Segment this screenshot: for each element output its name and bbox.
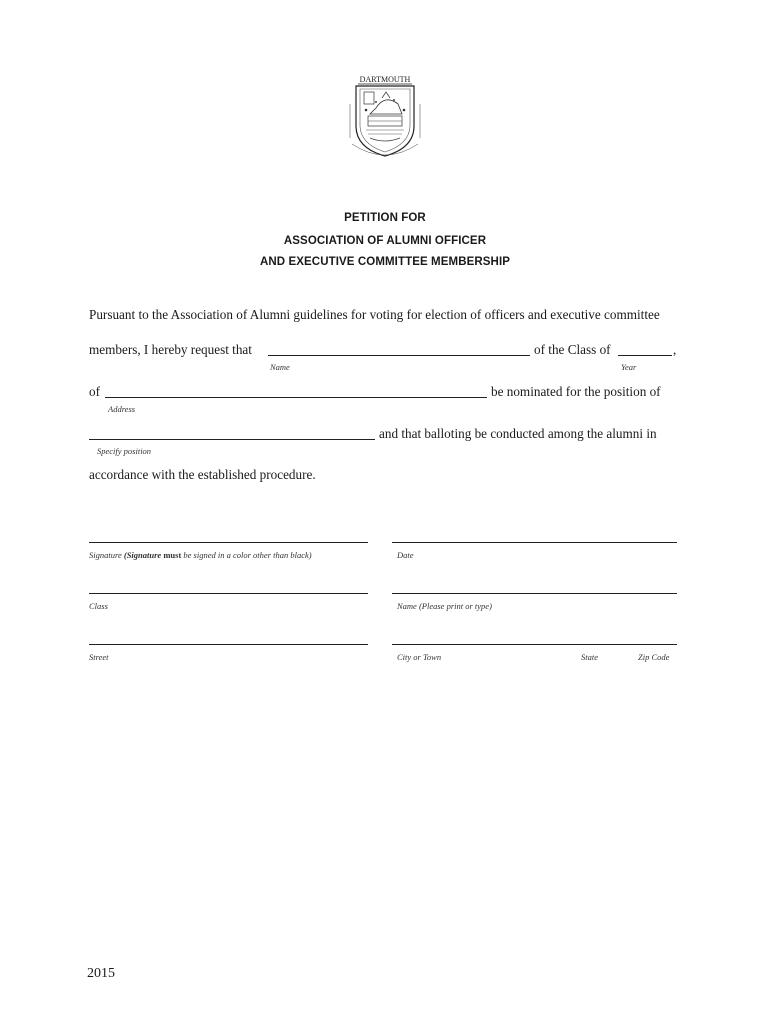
signature-note-rest: be signed in a color other than black): [183, 550, 312, 560]
zip-caption: Zip Code: [638, 652, 670, 662]
petition-text-line-3-start: of: [89, 384, 100, 399]
signature-caption: [89, 550, 312, 560]
petition-text-line-1: Pursuant to the Association of Alumni guidelines for voting for election of officers and executive committee: [89, 307, 660, 322]
class-caption: Class: [89, 601, 108, 611]
address-caption: Address: [108, 404, 136, 414]
class-year-field[interactable]: [618, 355, 672, 356]
street-field[interactable]: [89, 644, 368, 645]
street-caption: Street: [89, 652, 109, 662]
petition-text-line-2-mid: of the Class of: [534, 342, 611, 357]
signature-field[interactable]: [89, 542, 368, 543]
petition-text-line-3-end: be nominated for the position of: [491, 384, 661, 399]
seal-graphic: [346, 74, 424, 158]
year-caption: Year: [621, 362, 637, 372]
college-seal: [346, 74, 424, 158]
svg-text:DARTMOUTH: DARTMOUTH: [359, 75, 411, 84]
date-caption: Date: [397, 550, 414, 560]
petition-text-line-5: accordance with the established procedure.: [89, 467, 316, 482]
address-field[interactable]: [105, 397, 487, 398]
date-field[interactable]: [392, 542, 677, 543]
petition-text-comma: ,: [673, 342, 677, 357]
printed-name-caption: Name (Please print or type): [397, 601, 492, 611]
city-state-zip-field[interactable]: [392, 644, 677, 645]
class-field[interactable]: [89, 593, 368, 594]
state-caption: State: [581, 652, 598, 662]
city-caption: City or Town: [397, 652, 442, 662]
printed-name-field[interactable]: [392, 593, 677, 594]
position-caption: Specify position: [97, 446, 152, 456]
title-line-2: ASSOCIATION OF ALUMNI OFFICER: [283, 235, 487, 247]
title-line-1: PETITION FOR: [344, 212, 426, 224]
signature-note-open: (Signature: [123, 550, 162, 560]
petition-text-line-2-start: members, I hereby request that: [89, 342, 252, 357]
title-line-3: AND EXECUTIVE COMMITTEE MEMBERSHIP: [259, 256, 511, 268]
petition-text-line-4-end: and that balloting be conducted among the alumni in: [379, 426, 657, 441]
document-year: 2015: [87, 966, 115, 981]
signature-label: Signature: [89, 550, 122, 560]
name-caption: Name: [270, 362, 290, 372]
candidate-name-field[interactable]: [268, 355, 530, 356]
position-field[interactable]: [89, 439, 375, 440]
signature-note-must: must: [163, 550, 182, 560]
